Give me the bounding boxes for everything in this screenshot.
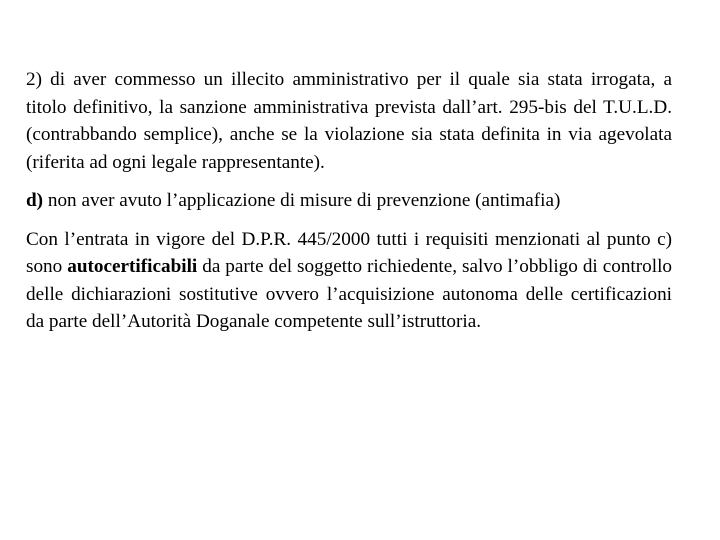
- dpr-note-text-after: da parte del soggetto richiedente, salvo l’obbligo di controllo delle dichiarazioni sostitutive ovvero l’acquisizione autonoma delle certificazioni da parte dell’Autorità Doganale competente sull’istruttoria.: [26, 256, 673, 332]
- dpr-note-bold-term: autocertificabili: [67, 256, 198, 277]
- requirement-2-text: 2) di aver commesso un illecito amministrativo per il quale sia stata irrogata, a titolo definitivo, la sanzione amministrativa prevista dall’art. 295-bis del T.U.L.D. (contrabbando semplice), anche se la violazione sia stata definita in via agevolata (riferita ad ogni legale rappresentante).: [26, 69, 672, 173]
- requirement-d-paragraph: [26, 187, 672, 215]
- dpr-note-paragraph: [26, 226, 672, 336]
- requirement-2-paragraph: [26, 66, 672, 176]
- slide-content: [26, 66, 672, 336]
- requirement-d-label: d): [26, 190, 44, 211]
- requirement-d-text: non aver avuto l’applicazione di misure di prevenzione (antimafia): [43, 190, 561, 211]
- dpr-note-text-before: Con l’entrata in vigore del D.P.R. 445/2000 tutti i requisiti menzionati al punto c) sono: [26, 228, 672, 277]
